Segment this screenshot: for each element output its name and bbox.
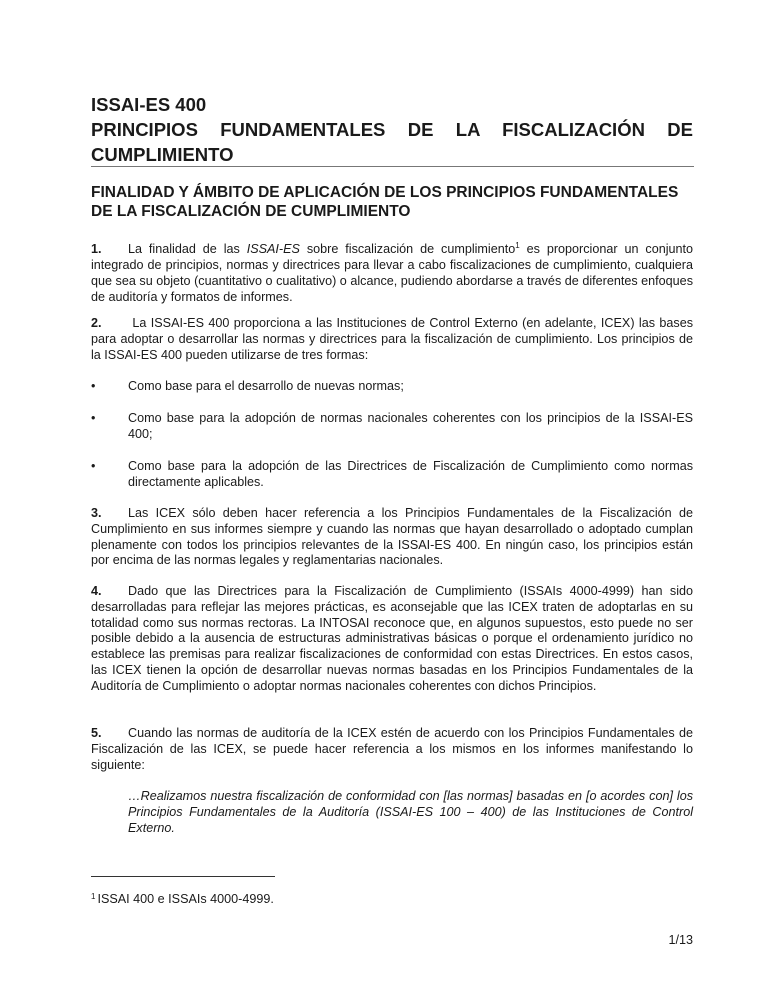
bullet-text: Como base para la adopción de normas nacionales coherentes con los principios de la ISSAI-ES 400;: [128, 411, 693, 441]
paragraph-2: [91, 316, 693, 363]
paragraph-text: sobre fiscalización de cumplimiento: [299, 242, 516, 257]
quoted-statement: …Realizamos nuestra fiscalización de conformidad con [las normas] basadas en [o acordes con] los Principios Fundamentales de la Auditoría (ISSAI-ES 100 – 400) de las Instituciones de Control Externo.: [128, 789, 693, 835]
title-divider: [91, 166, 694, 167]
bullet-item: [91, 411, 693, 443]
paragraph-text: Las ICEX sólo deben hacer referencia a los Principios Fundamentales de la Fiscalización de Cumplimiento en sus informes siempre y cuando las normas que hayan desarrollado o adoptado cumplan plenamente con todos los principios relevantes de la ISSAI-ES 400. En ningún caso, los principios están por encima de las normas legales y reglamentarias nacionales.: [91, 506, 693, 568]
paragraph-5: [91, 726, 693, 773]
paragraph-text: Cuando las normas de auditoría de la ICEX estén de acuerdo con los Principios Fundamentales de Fiscalización de las ICEX, se puede hacer referencia a los mismos en los informes manifestando lo siguiente:: [91, 726, 693, 772]
paragraph-text: La finalidad de las: [128, 242, 247, 257]
page-number: 1/13: [668, 933, 693, 947]
bullet-icon: •: [91, 379, 96, 393]
paragraph-italic: ISSAI-ES: [246, 242, 300, 257]
section-heading: FINALIDAD Y ÁMBITO DE APLICACIÓN DE LOS PRINCIPIOS FUNDAMENTALES DE LA FISCALIZACIÓN DE CUMPLIMIENTO: [91, 184, 679, 220]
paragraph-text: es proporcionar un conjunto integrado de principios, normas y directrices para llevar a cabo fiscalizaciones de cumplimiento, cualquiera que sea su objeto (cuantitativo o cualitativo) o alcance, pudiendo abordarse a través de diferentes enfoques de auditoría y formatos de informes.: [91, 242, 694, 304]
bullet-item: [91, 379, 693, 395]
bullet-text: Como base para el desarrollo de nuevas normas;: [128, 379, 404, 393]
paragraph-text: Dado que las Directrices para la Fiscalización de Cumplimiento (ISSAIs 4000-4999) han sido desarrolladas para reflejar las mejores prácticas, es aconsejable que las ICEX traten de adoptarlas en su totalidad como sus normas rectoras. La INTOSAI reconoce que, en algunos supuestos, esto puede no ser posible debido a la ausencia de estructuras administrativas básicas o porque el ordenamiento jurídico no establece las premisas para realizar fiscalizaciones de conformidad con estas Directrices. En estos casos, las ICEX tienen la opción de desarrollar nuevas normas basadas en los Principios Fundamentales de la Auditoría de Cumplimiento o adoptar normas nacionales coherentes con dichos Principios.: [91, 584, 693, 693]
paragraph-number: 2.: [91, 316, 102, 330]
paragraph-number: 5.: [91, 726, 102, 740]
title-line: CUMPLIMIENTO: [91, 144, 234, 165]
document-title: [91, 92, 693, 167]
paragraph-number: 4.: [91, 584, 102, 598]
paragraph-4: [91, 584, 693, 695]
footnote-divider: [91, 876, 275, 877]
paragraph-1: [91, 238, 693, 305]
footnote-text: ISSAI 400 e ISSAIs 4000-4999.: [97, 892, 274, 906]
title-line: PRINCIPIOS FUNDAMENTALES DE LA FISCALIZACIÓN DE: [91, 119, 693, 140]
footnote-ref[interactable]: 1: [515, 241, 520, 250]
footnote: [91, 892, 274, 906]
paragraph-number: 1.: [91, 242, 102, 257]
bullet-icon: •: [91, 459, 96, 473]
bullet-icon: •: [91, 411, 96, 425]
footnote-mark: 1: [91, 892, 96, 901]
paragraph-text: La ISSAI-ES 400 proporciona a las Instituciones de Control Externo (en adelante, ICEX) las bases para adoptar o desarrollar las normas y directrices para la fiscalización de cumplimiento. Los principios de la ISSAI-ES 400 pueden utilizarse de tres formas:: [91, 316, 693, 362]
paragraph-3: [91, 506, 693, 569]
title-line: ISSAI-ES 400: [91, 94, 207, 115]
paragraph-number: 3.: [91, 506, 102, 520]
bullet-item: [91, 459, 693, 491]
bullet-text: Como base para la adopción de las Directrices de Fiscalización de Cumplimiento como normas directamente aplicables.: [128, 459, 693, 489]
